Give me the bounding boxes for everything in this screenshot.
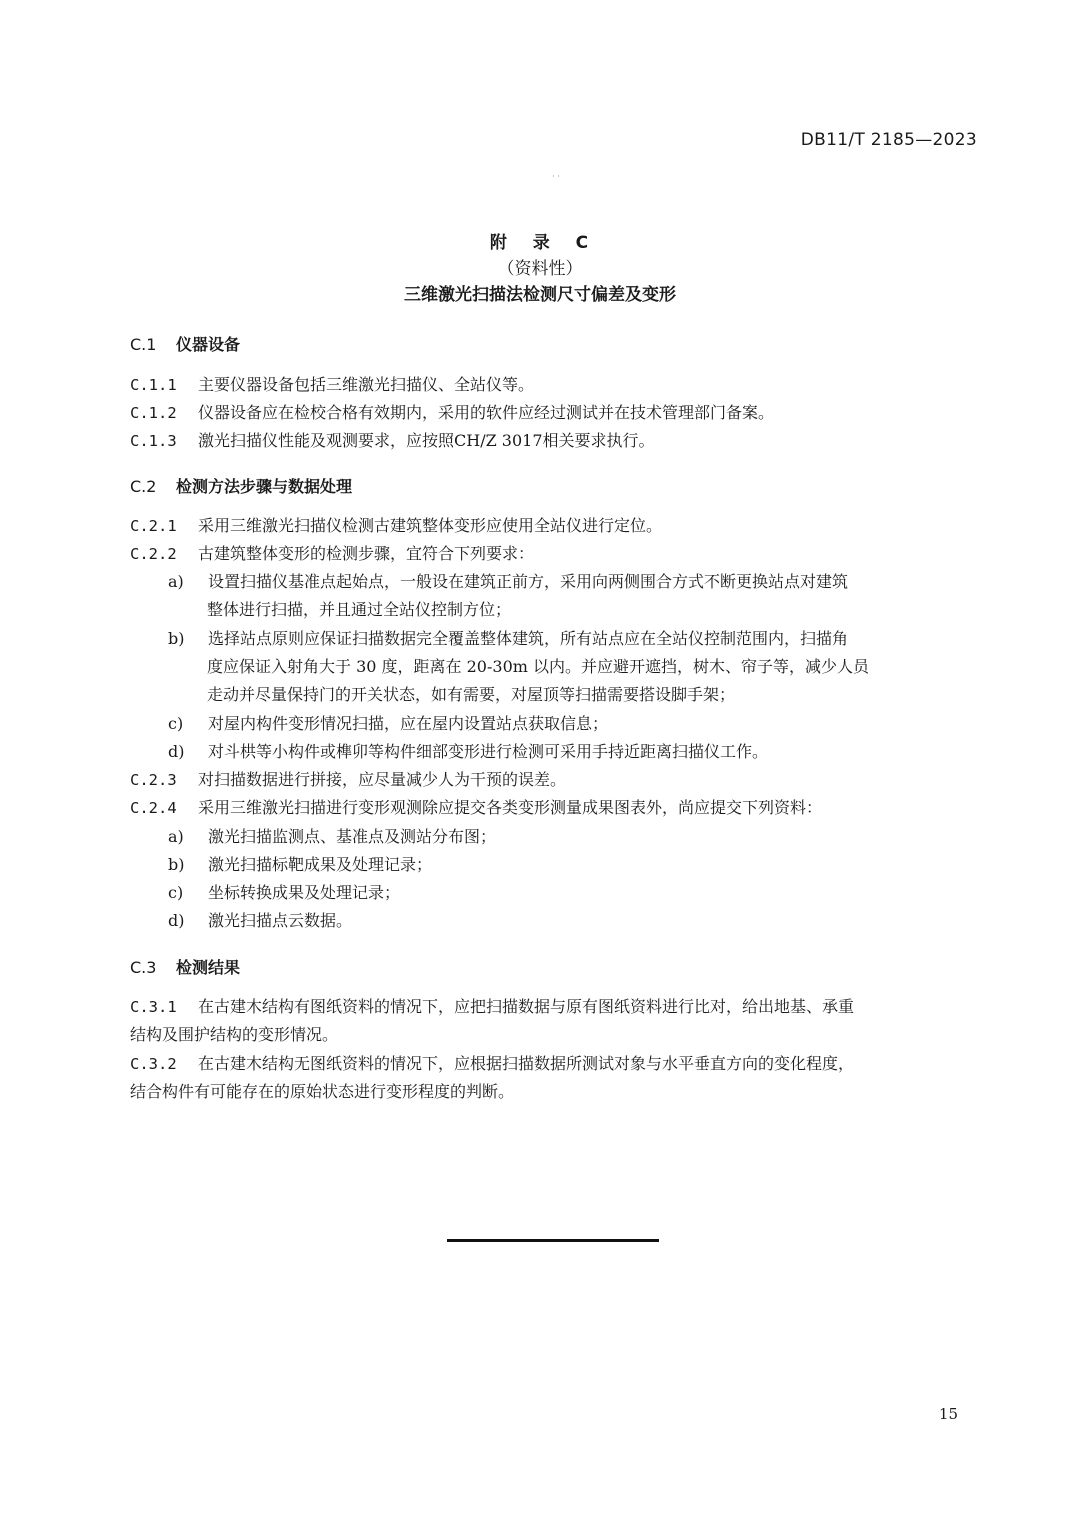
clause-text: 仪器设备应在检校合格有效期内，采用的软件应经过测试并在技术管理部门备案。	[198, 403, 775, 422]
section-number: C.1	[130, 335, 157, 354]
list-item-a	[168, 568, 848, 596]
list-label: b)	[168, 855, 185, 874]
clause-c2-4	[130, 794, 822, 822]
clause-c1-1	[130, 371, 534, 399]
section-number: C.2	[130, 477, 157, 496]
clause-number: C.1.2	[130, 404, 177, 422]
section-title: 检测方法步骤与数据处理	[176, 477, 353, 496]
list-text: 设置扫描仪基准点起始点，一般设在建筑正前方，采用向两侧围合方式不断更换站点对建筑	[208, 572, 849, 591]
list-text: 坐标转换成果及处理记录；	[208, 883, 401, 902]
list-text: 激光扫描标靶成果及处理记录；	[208, 855, 433, 874]
end-rule	[447, 1239, 659, 1242]
section-number: C.3	[130, 958, 157, 977]
list-item-b	[168, 851, 432, 879]
appendix-label: 附 录 C	[489, 233, 599, 253]
clause-text: 主要仪器设备包括三维激光扫描仪、全站仪等。	[198, 375, 535, 394]
clause-c3-1	[130, 993, 854, 1021]
list-item-c	[168, 710, 608, 738]
clause-text: 古建筑整体变形的检测步骤，宜符合下列要求：	[198, 544, 535, 563]
clause-c2-2	[130, 540, 534, 568]
section-title: 仪器设备	[176, 335, 241, 354]
list-text: 激光扫描点云数据。	[208, 911, 353, 930]
list-label: b)	[168, 629, 185, 648]
list-label: c)	[168, 714, 184, 733]
clause-text: 采用三维激光扫描进行变形观测除应提交各类变形测量成果图表外，尚应提交下列资料：	[198, 798, 823, 817]
page-number: 15	[938, 1405, 958, 1423]
clause-c3-2	[130, 1050, 854, 1078]
clause-c1-2	[130, 399, 774, 427]
scan-dots: · ·	[552, 172, 560, 181]
list-item-b-cont2: 走动并尽量保持门的开关状态，如有需要，对屋顶等扫描需要搭设脚手架；	[207, 685, 736, 704]
list-text: 对屋内构件变形情况扫描，应在屋内设置站点获取信息；	[208, 714, 609, 733]
list-item-a-cont: 整体进行扫描，并且通过全站仪控制方位；	[207, 600, 512, 619]
clause-c3-2-cont: 结合构件有可能存在的原始状态进行变形程度的判断。	[130, 1082, 515, 1101]
clause-number: C.1.1	[130, 376, 177, 394]
list-label: a)	[168, 827, 184, 846]
clause-text: 在古建木结构有图纸资料的情况下，应把扫描数据与原有图纸资料进行比对，给出地基、承重	[198, 997, 855, 1016]
list-label: a)	[168, 572, 184, 591]
section-title: 检测结果	[176, 958, 241, 977]
appendix-nature: （资料性）	[497, 259, 583, 279]
list-label: c)	[168, 883, 184, 902]
clause-number: C.1.3	[130, 432, 177, 450]
clause-c2-3	[130, 766, 566, 794]
list-text: 激光扫描监测点、基准点及测站分布图；	[208, 827, 497, 846]
clause-text: 采用三维激光扫描仪检测古建筑整体变形应使用全站仪进行定位。	[198, 516, 663, 535]
clause-c3-1-cont: 结构及围护结构的变形情况。	[130, 1025, 339, 1044]
list-text: 选择站点原则应保证扫描数据完全覆盖整体建筑，所有站点应在全站仪控制范围内，扫描角	[208, 629, 849, 648]
list-item-d	[168, 907, 352, 935]
list-item-d	[168, 738, 768, 766]
clause-number: C.2.1	[130, 517, 177, 535]
clause-number: C.2.3	[130, 771, 177, 789]
list-item-a	[168, 823, 496, 851]
section-c3-heading	[130, 955, 240, 978]
clause-text: 激光扫描仪性能及观测要求，应按照CH/Z 3017相关要求执行。	[198, 431, 655, 450]
clause-c2-1	[130, 512, 662, 540]
list-item-b-cont1: 度应保证入射角大于 30 度，距离在 20-30m 以内。并应避开遮挡，树木、帘子等，减少人员	[207, 657, 870, 676]
clause-number: C.2.2	[130, 545, 177, 563]
list-item-b	[168, 625, 848, 653]
clause-number: C.3.1	[130, 998, 177, 1016]
clause-text: 对扫描数据进行拼接，应尽量减少人为干预的误差。	[198, 770, 567, 789]
clause-c1-3	[130, 427, 655, 455]
clause-number: C.3.2	[130, 1055, 177, 1073]
clause-number: C.2.4	[130, 799, 177, 817]
appendix-title-block	[0, 230, 1080, 308]
section-c2-heading	[130, 474, 352, 497]
appendix-name: 三维激光扫描法检测尺寸偏差及变形	[404, 285, 676, 305]
list-text: 对斗栱等小构件或榫卯等构件细部变形进行检测可采用手持近距离扫描仪工作。	[208, 742, 769, 761]
standard-code: DB11/T 2185—2023	[800, 130, 977, 150]
section-c1-heading	[130, 332, 240, 355]
list-label: d)	[168, 911, 185, 930]
list-item-c	[168, 879, 400, 907]
clause-text: 在古建木结构无图纸资料的情况下，应根据扫描数据所测试对象与水平垂直方向的变化程度，	[198, 1054, 855, 1073]
list-label: d)	[168, 742, 185, 761]
